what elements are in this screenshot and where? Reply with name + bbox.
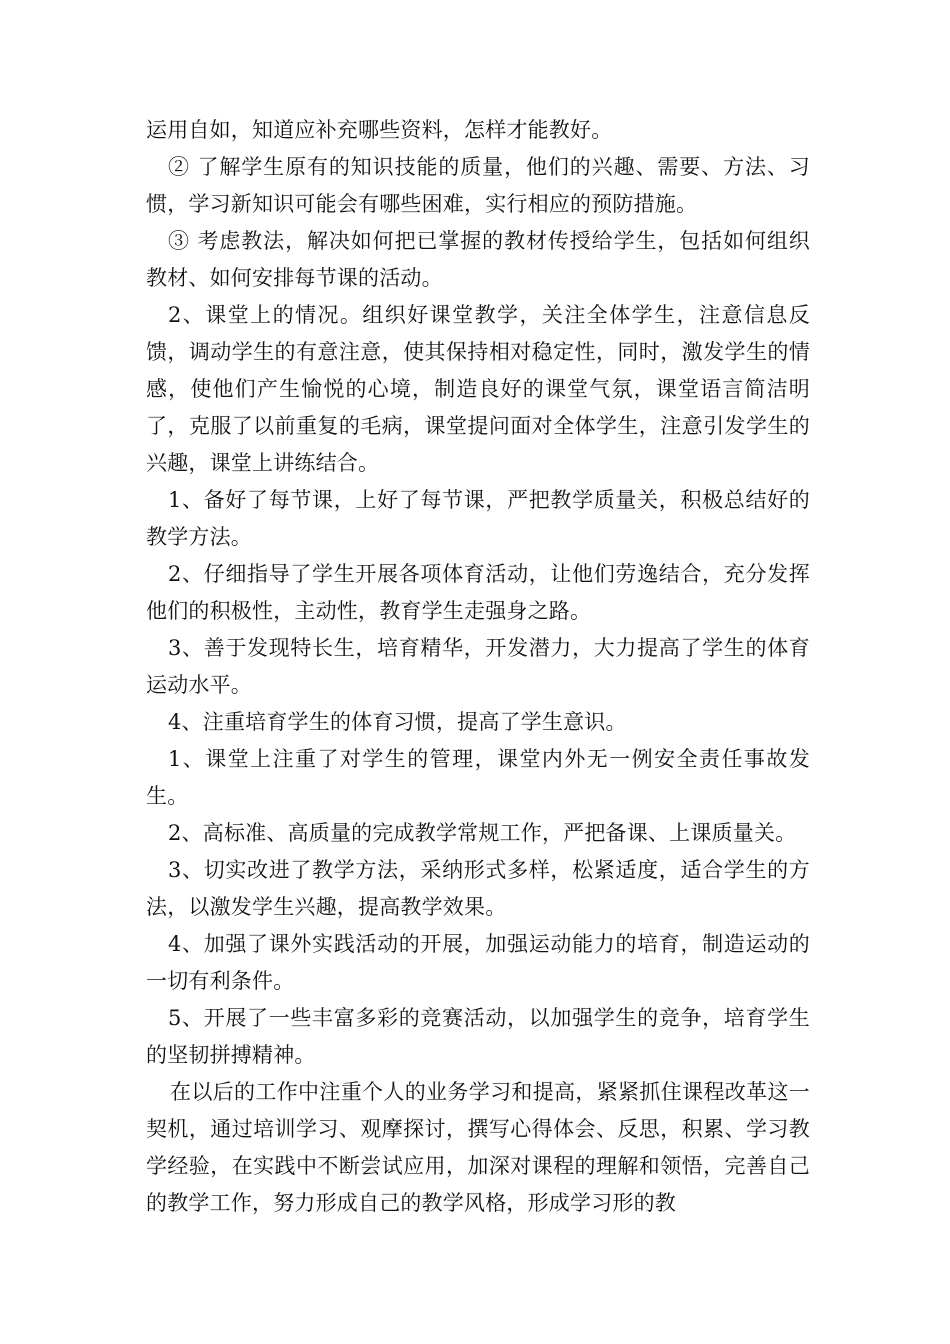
paragraph-list-b-item-3: 3、切实改进了教学方法，采纳形式多样，松紧适度，适合学生的方法，以激发学生兴趣，提高教学效果。 [146, 858, 810, 919]
paragraph-item-2-circled: ② 了解学生原有的知识技能的质量，他们的兴趣、需要、方法、习惯，学习新知识可能会有哪些困难，实行相应的预防措施。 [146, 155, 810, 216]
paragraph-list-a-item-4: 4、注重培育学生的体育习惯，提高了学生意识。 [168, 710, 627, 734]
paragraph-list-a-item-1: 1、备好了每节课，上好了每节课，严把教学质量关，积极总结好的教学方法。 [146, 488, 810, 549]
paragraph-future-work: 在以后的工作中注重个人的业务学习和提高，紧紧抓住课程改革这一契机，通过培训学习、观摩探讨，撰写心得体会、反思，积累、学习教学经验，在实践中不断尝试应用，加深对课程的理解和领悟，完善自己的教学工作，努力形成自己的教学风格，形成学习形的教 [146, 1080, 810, 1215]
paragraph-list-b-item-2: 2、高标准、高质量的完成教学常规工作，严把备课、上课质量关。 [168, 821, 797, 845]
body-text [146, 112, 810, 1222]
paragraph-list-a-item-3: 3、善于发现特长生，培育精华，开发潜力，大力提高了学生的体育运动水平。 [146, 636, 810, 697]
paragraph-item-3-circled: ③ 考虑教法，解决如何把已掌握的教材传授给学生，包括如何组织教材、如何安排每节课的活动。 [146, 229, 810, 290]
paragraph-continuation: 运用自如，知道应补充哪些资料，怎样才能教好。 [146, 118, 613, 142]
paragraph-list-b-item-5: 5、开展了一些丰富多彩的竞赛活动，以加强学生的竞争，培育学生的坚韧拼搏精神。 [146, 1006, 810, 1067]
paragraph-classroom-situation: 2、课堂上的情况。组织好课堂教学，关注全体学生，注意信息反馈，调动学生的有意注意，使其保持相对稳定性，同时，激发学生的情感，使他们产生愉悦的心境，制造良好的课堂气氛，课堂语言简洁明了，克服了以前重复的毛病，课堂提问面对全体学生，注意引发学生的兴趣，课堂上讲练结合。 [146, 303, 810, 475]
paragraph-list-b-item-1: 1、课堂上注重了对学生的管理，课堂内外无一例安全责任事故发生。 [146, 747, 810, 808]
paragraph-list-b-item-4: 4、加强了课外实践活动的开展，加强运动能力的培育，制造运动的一切有利条件。 [146, 932, 810, 993]
paragraph-list-a-item-2: 2、仔细指导了学生开展各项体育活动，让他们劳逸结合，充分发挥他们的积极性，主动性，教育学生走强身之路。 [146, 562, 810, 623]
